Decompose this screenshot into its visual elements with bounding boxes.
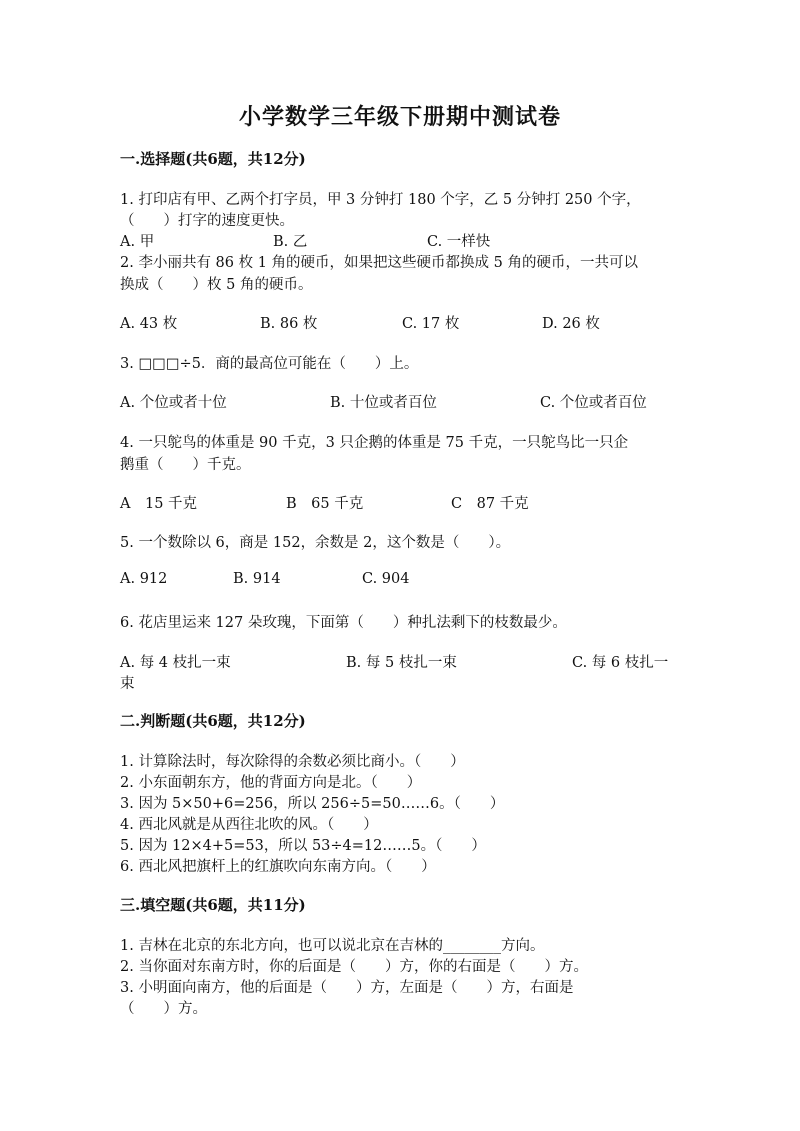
fill-in-item: 2. 当你面对东南方时，你的后面是（ ）方，你的右面是（ ）方。 <box>120 959 588 975</box>
question-5-option-c: C. 904 <box>362 571 410 587</box>
question-2-option-d: D. 26 枚 <box>542 316 600 332</box>
fill-in-item: 1. 吉林在北京的东北方向，也可以说北京在吉林的________方向。 <box>120 938 545 954</box>
question-6-option-c: C. 每 6 枝扎一 <box>572 655 669 671</box>
question-4-option-c: C 87 千克 <box>451 496 529 512</box>
judgement-item: 5. 因为 12×4+5=53，所以 53÷4=12……5。（ ） <box>120 838 486 854</box>
question-1-option-b: B. 乙 <box>273 234 308 250</box>
question-2-line-1: 2. 李小丽共有 86 枚 1 角的硬币，如果把这些硬币都换成 5 角的硬币，一共可以 <box>120 255 638 271</box>
judgement-item: 4. 西北风就是从西往北吹的风。（ ） <box>120 817 378 833</box>
question-5-option-b: B. 914 <box>233 571 281 587</box>
judgement-item: 1. 计算除法时，每次除得的余数必须比商小。（ ） <box>120 754 465 770</box>
question-3-option-b: B. 十位或者百位 <box>330 395 437 411</box>
page-title: 小学数学三年级下册期中测试卷 <box>238 104 561 130</box>
judgement-item: 2. 小东面朝东方，他的背面方向是北。（ ） <box>120 775 422 791</box>
question-2-line-2: 换成（ ）枚 5 角的硬币。 <box>120 277 313 293</box>
question-5-line-1: 5. 一个数除以 6，商是 152，余数是 2，这个数是（ ）。 <box>120 535 511 551</box>
question-4-option-b: B 65 千克 <box>286 496 364 512</box>
judgement-item: 3. 因为 5×50+6=256，所以 256÷5=50……6。（ ） <box>120 796 505 812</box>
judgement-item: 6. 西北风把旗杆上的红旗吹向东南方向。（ ） <box>120 859 436 875</box>
question-6-option-c-wrap: 束 <box>120 676 135 692</box>
question-3-option-c: C. 个位或者百位 <box>540 395 647 411</box>
section-heading-choice: 一.选择题(共6题，共12分) <box>120 150 306 168</box>
question-2-option-c: C. 17 枚 <box>402 316 460 332</box>
question-4-option-a: A 15 千克 <box>120 496 198 512</box>
question-1-option-c: C. 一样快 <box>427 234 491 250</box>
fill-in-item-wrap: （ ）方。 <box>120 1001 207 1017</box>
question-6-option-b: B. 每 5 枝扎一束 <box>346 655 457 671</box>
question-4-line-2: 鹅重（ ）千克。 <box>120 457 251 473</box>
question-3-option-a: A. 个位或者十位 <box>120 395 227 411</box>
question-2-option-a: A. 43 枚 <box>120 316 178 332</box>
question-4-line-1: 4. 一只鸵鸟的体重是 90 千克，3 只企鹅的体重是 75 千克，一只鸵鸟比一只企 <box>120 435 629 451</box>
question-6-line-1: 6. 花店里运来 127 朵玫瑰，下面第（ ）种扎法剩下的枝数最少。 <box>120 615 567 631</box>
question-1-line-2: （ ）打字的速度更快。 <box>120 213 294 229</box>
fill-in-item: 3. 小明面向南方，他的后面是（ ）方，左面是（ ）方，右面是 <box>120 980 574 996</box>
question-5-option-a: A. 912 <box>120 571 168 587</box>
section-heading-fill-in: 三.填空题(共6题，共11分) <box>120 896 306 914</box>
question-1-line-1: 1. 打印店有甲、乙两个打字员，甲 3 分钟打 180 个字，乙 5 分钟打 250 个字， <box>120 192 641 208</box>
question-1-option-a: A. 甲 <box>120 234 155 250</box>
question-2-option-b: B. 86 枚 <box>260 316 318 332</box>
question-3-line-1: 3. □□□÷5．商的最高位可能在（ ）上。 <box>120 356 419 372</box>
question-6-option-a: A. 每 4 枝扎一束 <box>120 655 231 671</box>
section-heading-judgement: 二.判断题(共6题，共12分) <box>120 712 306 730</box>
